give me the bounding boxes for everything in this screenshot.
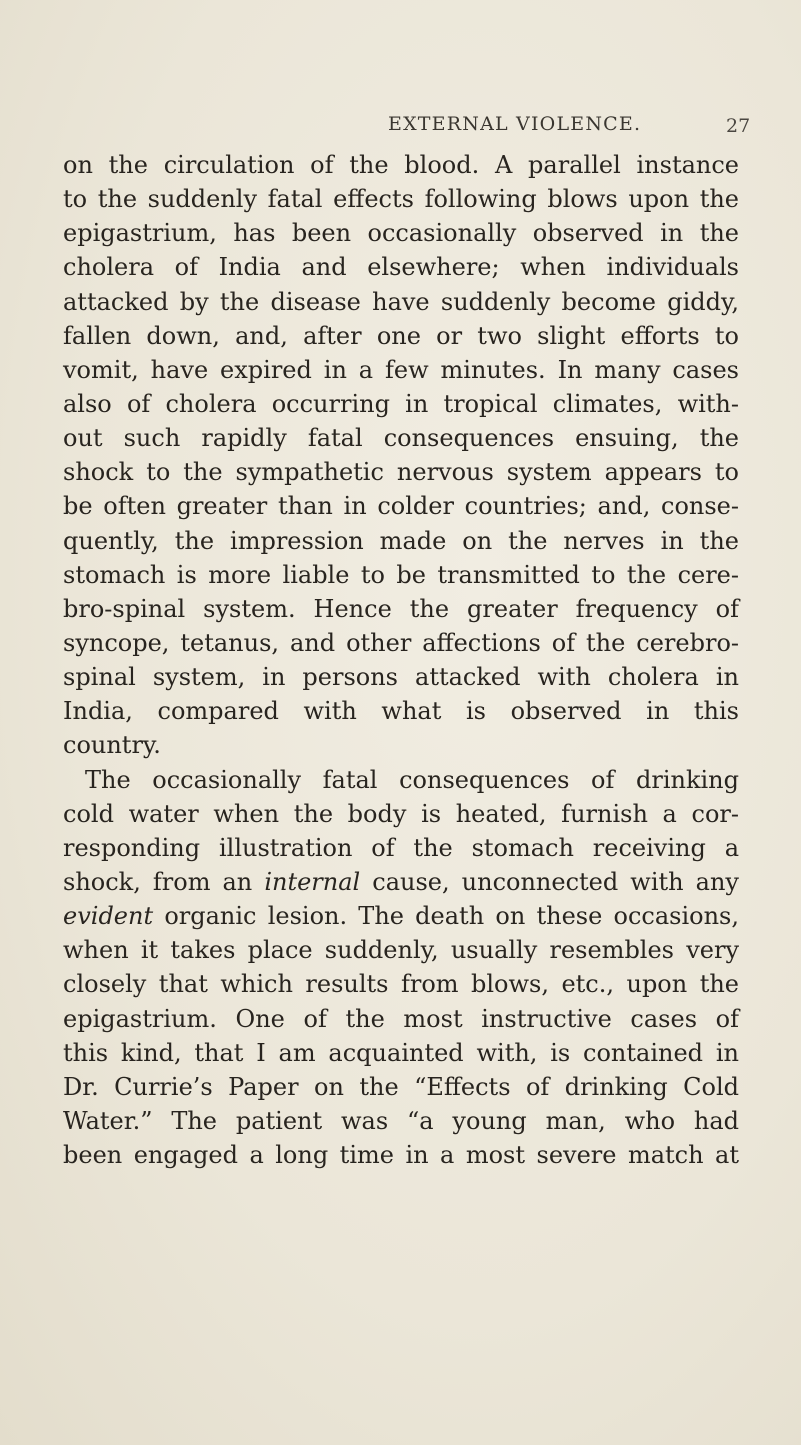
text-line: closely that which results from blows, etc., upon the [63,970,739,999]
text-line: epigastrium. One of the most instructive cases of [63,1004,739,1033]
text-line: country. [63,731,161,760]
text-line: stomach is more liable to be transmitted to the cere- [63,560,739,589]
text-line: out such rapidly fatal consequences ensuing, the [63,424,739,453]
text-line: attacked by the disease have suddenly become giddy, [63,287,739,316]
text-line: shock to the sympathetic nervous system appears to [63,458,739,487]
body-text [63,148,739,1172]
text-segment: shock, from an [63,867,265,896]
text-line: Water.” The patient was “a young man, who had [63,1106,739,1135]
text-line [63,865,739,899]
text-segment: cause, unconnected with any [360,867,739,896]
text-line: spinal system, in persons attacked with cholera in [63,663,739,692]
text-line: responding illustration of the stomach receiving a [63,833,739,862]
running-title: EXTERNAL VIOLENCE. [388,113,642,135]
text-line: been engaged a long time in a most severe match at [63,1141,739,1170]
italic-phrase: internal [264,867,361,896]
text-line: cold water when the body is heated, furnish a cor- [63,799,739,828]
text-line: vomit, have expired in a few minutes. In many cases [63,355,739,384]
text-line: syncope, tetanus, and other affections of the cerebro- [63,628,739,657]
text-line: fallen down, and, after one or two slight efforts to [63,321,739,350]
text-line: epigastrium, has been occasionally observed in the [63,219,739,248]
text-line: India, compared with what is observed in this [63,697,739,726]
text-line: The occasionally fatal consequences of drinking [85,765,739,794]
text-line: bro-spinal system. Hence the greater frequency of [63,594,739,623]
text-line: this kind, that I am acquainted with, is contained in [63,1038,739,1067]
text-line [63,899,739,933]
page-number: 27 [726,115,751,137]
text-line: when it takes place suddenly, usually resembles very [63,936,739,965]
italic-phrase: evident [63,902,154,931]
running-head [0,113,801,139]
text-line: cholera of India and elsewhere; when individuals [63,253,739,282]
text-segment: organic lesion. The death on these occasions, [153,902,739,931]
text-line: Dr. Currie’s Paper on the “Effects of drinking Cold [63,1072,739,1101]
text-line: to the suddenly fatal effects following blows upon the [63,185,739,214]
text-line: on the circulation of the blood. A parallel instance [63,151,739,179]
text-line: also of cholera occurring in tropical climates, with- [63,389,739,418]
text-line: be often greater than in colder countries; and, conse- [63,492,739,521]
text-line: quently, the impression made on the nerves in the [63,526,739,555]
